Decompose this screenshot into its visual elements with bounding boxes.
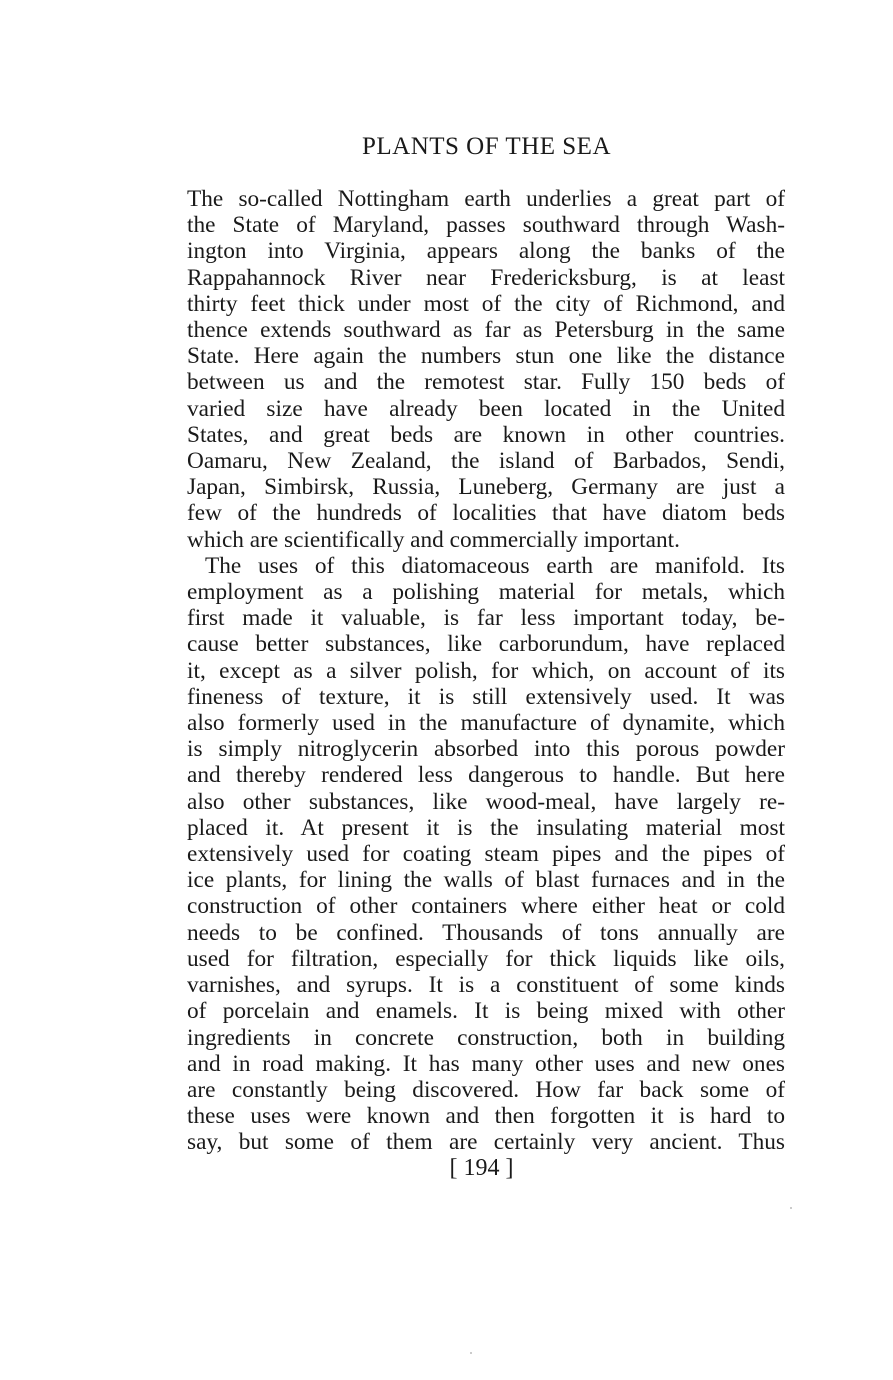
body-text (187, 186, 785, 1156)
page-number: [ 194 ] (449, 1155, 514, 1181)
text-line: which are scientifically and commercially important. (187, 526, 680, 553)
text-line: varnishes, and syrups. It is a constituent of some kinds (187, 972, 785, 999)
paragraph (187, 186, 785, 553)
text-line: fineness of texture, it is still extensively used. It was (187, 683, 785, 710)
text-line: and thereby rendered less dangerous to handle. But here (187, 762, 785, 789)
text-line: State. Here again the numbers stun one like the distance (187, 343, 785, 370)
text-line: say, but some of them are certainly very ancient. Thus (187, 1129, 785, 1156)
text-line: these uses were known and then forgotten it is hard to (187, 1103, 785, 1130)
text-line: States, and great beds are known in other countries. (187, 421, 785, 448)
text-line: used for filtration, especially for thick liquids like oils, (187, 945, 785, 972)
text-line: Oamaru, New Zealand, the island of Barbados, Sendi, (187, 448, 785, 475)
text-line: is simply nitroglycerin absorbed into this porous powder (187, 736, 785, 763)
text-line: thirty feet thick under most of the city of Richmond, and (187, 290, 785, 317)
paper-speck (470, 1352, 472, 1354)
text-line: extensively used for coating steam pipes and the pipes of (187, 841, 785, 868)
text-line: of porcelain and enamels. It is being mixed with other (187, 998, 785, 1025)
text-line: are constantly being discovered. How far back some of (187, 1076, 785, 1103)
text-line: and in road making. It has many other uses and new ones (187, 1050, 785, 1077)
paragraph (187, 553, 785, 1156)
text-line: Rappahannock River near Fredericksburg, is at least (187, 264, 785, 291)
text-line: placed it. At present it is the insulating material most (187, 814, 785, 841)
text-line: few of the hundreds of localities that have diatom beds (187, 500, 785, 527)
text-line: employment as a polishing material for metals, which (187, 579, 785, 606)
text-line: the State of Maryland, passes southward through Wash- (187, 212, 785, 239)
text-line: it, except as a silver polish, for which, on account of its (187, 657, 785, 684)
text-line: between us and the remotest star. Fully 150 beds of (187, 369, 785, 396)
text-line: also formerly used in the manufacture of dynamite, which (187, 710, 785, 737)
text-line: The uses of this diatomaceous earth are manifold. Its (205, 552, 785, 579)
text-line: Japan, Simbirsk, Russia, Luneberg, Germany are just a (187, 474, 785, 501)
paper-speck (790, 1207, 792, 1209)
text-line: construction of other containers where either heat or cold (187, 893, 785, 920)
text-line: ice plants, for lining the walls of blast furnaces and in the (187, 867, 785, 894)
text-line: cause better substances, like carborundum, have replaced (187, 631, 785, 658)
text-line: varied size have already been located in the United (187, 395, 785, 422)
text-line: thence extends southward as far as Petersburg in the same (187, 317, 785, 344)
text-line: ington into Virginia, appears along the banks of the (187, 238, 785, 265)
text-line: The so-called Nottingham earth underlies a great part of (187, 186, 785, 212)
text-line: also other substances, like wood-meal, have largely re- (187, 788, 785, 815)
text-line: first made it valuable, is far less important today, be- (187, 605, 785, 632)
running-head: PLANTS OF THE SEA (361, 133, 612, 160)
text-line: needs to be confined. Thousands of tons annually are (187, 919, 785, 946)
text-line: ingredients in concrete construction, both in building (187, 1024, 785, 1051)
